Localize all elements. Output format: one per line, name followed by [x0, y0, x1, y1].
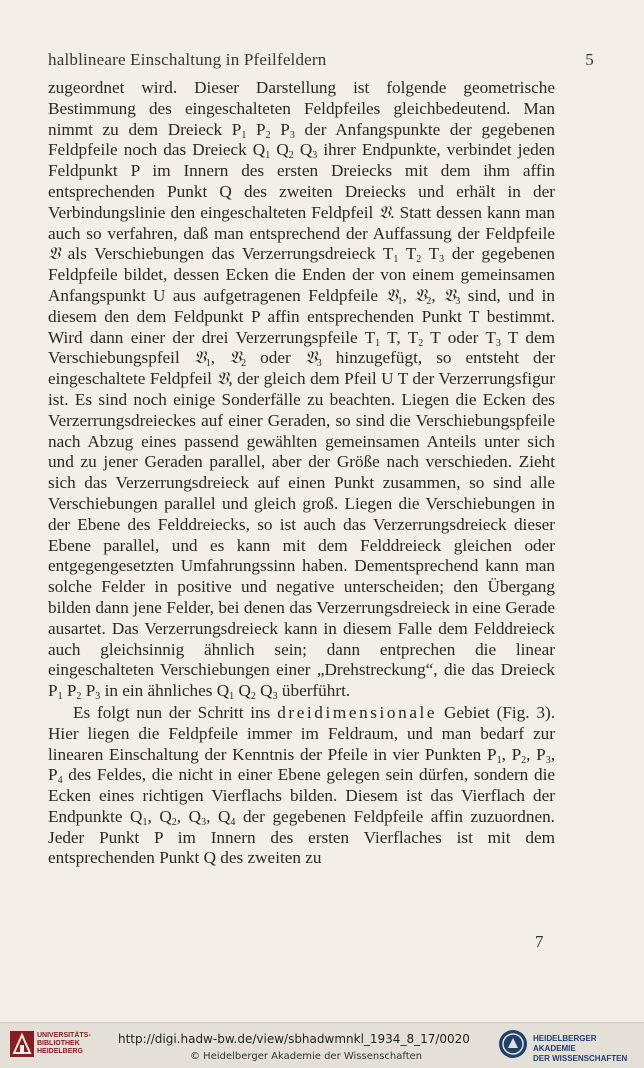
academy-name-line: HEIDELBERGER AKADEMIE — [533, 1034, 597, 1053]
running-head — [48, 50, 596, 72]
body-text — [48, 78, 555, 869]
paragraph: zugeordnet wird. Dieser Darstellung ist folgende geometrische Bestimmung des eingeschalteten Feldpfeiles gleichbedeutend. Man nimmt zu dem Dreieck $P_1$ $P_2$ $P_3$ der Anfangspunkte der gegebenen Feldpfeile noch das Dreieck $Q_1$ $Q_2$ $Q_3$ ihrer Endpunkte, verbindet jeden Feldpunkt P im Innern des ersten Dreiecks mit dem ihm affin entsprechenden Punkt Q des zweiten Dreiecks und erhält in der Verbindungslinie den eingeschalteten Feldpfeil 𝔙. Statt dessen kann man auch so verfahren, daß man entsprechend der Auffassung der Feldpfeile 𝔙 als Verschiebungen das Verzerrungsdreieck $T_1$ $T_2$ $T_3$ der gegebenen Feldpfeile bildet, dessen Ecken die Enden der von einem gemeinsamen Anfangspunkt U aus aufgetragenen Feldpfeile 𝔙$_1$, 𝔙$_2$, 𝔙$_3$ sind, und in diesem den dem Feldpunkt P affin entsprechenden Punkt T bestimmt. Wird dann einer der drei Verzerrungspfeile $T_1$ T, $T_2$ T oder $T_3$ T dem Verschiebungspfeil 𝔙$_1$, 𝔙$_2$ oder 𝔙$_3$ hinzugefügt, so entsteht der eingeschaltete Feldpfeil 𝔙, der gleich dem Pfeil U T der Verzerrungsfigur ist. Es sind noch einige Sonderfälle zu beachten. Liegen die Ecken des Verzerrungsdreieckes auf einer Geraden, so sind die Verschiebungspfeile nach Abzug eines passend gewählten gemeinsamen Anteils unter sich und zu jener Geraden parallel, aber der Größe nach verschieden. Zieht sich das Verzerrungsdreieck auf einen Punkt zusammen, so sind alle Verschiebungen parallel und gleich groß. Liegen die Verschiebungen in der Ebene des Felddreiecks, so ist auch das Verzerrungsdreieck dieser Ebene parallel, und es kann mit dem Felddreieck gleichen oder entgegengesetzten Umfahrungssinn haben. Dementsprechend kann man solche Felder in positive und negative unterscheiden; den Übergang bilden dann jene Felder, bei denen das Verzerrungsdreieck in eine Gerade ausartet. Das Verzerrungsdreieck kann in diesem Falle dem Felddreieck auch gleichsinnig ähnlich sein; dann entprechen die linear eingeschalteten Verschiebungen einer „Drehstreckung“, die das Dreieck $P_1$ $P_2$ $P_3$ in ein ähnliches $Q_1$ $Q_2$ $Q_3$ überführt. — [48, 78, 556, 703]
library-name-line: BIBLIOTHEK — [37, 1040, 80, 1047]
academy-seal-icon — [498, 1029, 528, 1059]
copyright-notice: © Heidelberger Akademie der Wissenschaften — [190, 1051, 423, 1062]
paragraph: Es folgt nun der Schritt ins dreidimensionale Gebiet (Fig. 3). Hier liegen die Feldpfeile immer im Feldraum, und man bedarf zur linearen Einschaltung der Kenntnis der Pfeile in vier Punkten $P_1$, $P_2$, $P_3$, $P_4$ des Feldes, die nicht in einer Ebene gelegen sein dürfen, sondern die Ecken eines richtigen Vierflachs bilden. Diesem ist das Vierflach der Endpunkte $Q_1$, $Q_2$, $Q_3$, $Q_4$ der gegebenen Feldpfeile affin zuzuordnen. Jeder Punkt P im Innern des ersten Vierflaches ist mit dem entsprechenden Punkt Q des zweiten zu — [48, 702, 556, 868]
viewer-footer — [0, 1022, 644, 1068]
academy-name — [533, 1034, 641, 1064]
library-name-line: UNIVERSITÄTS- — [37, 1032, 91, 1039]
university-library-name — [37, 1032, 107, 1056]
permalink-url[interactable]: http://digi.hadw-bw.de/view/sbhadwmnkl_1934_8_17/0020 — [118, 1032, 470, 1046]
university-library-logo-icon — [10, 1031, 34, 1057]
library-name-line: HEIDELBERG — [37, 1048, 83, 1055]
page-number: 5 — [585, 50, 594, 69]
signature-mark: 7 — [535, 932, 544, 951]
running-head-title: halblineare Einschaltung in Pfeilfeldern — [48, 50, 327, 69]
academy-name-line: DER WISSENSCHAFTEN — [533, 1054, 628, 1063]
